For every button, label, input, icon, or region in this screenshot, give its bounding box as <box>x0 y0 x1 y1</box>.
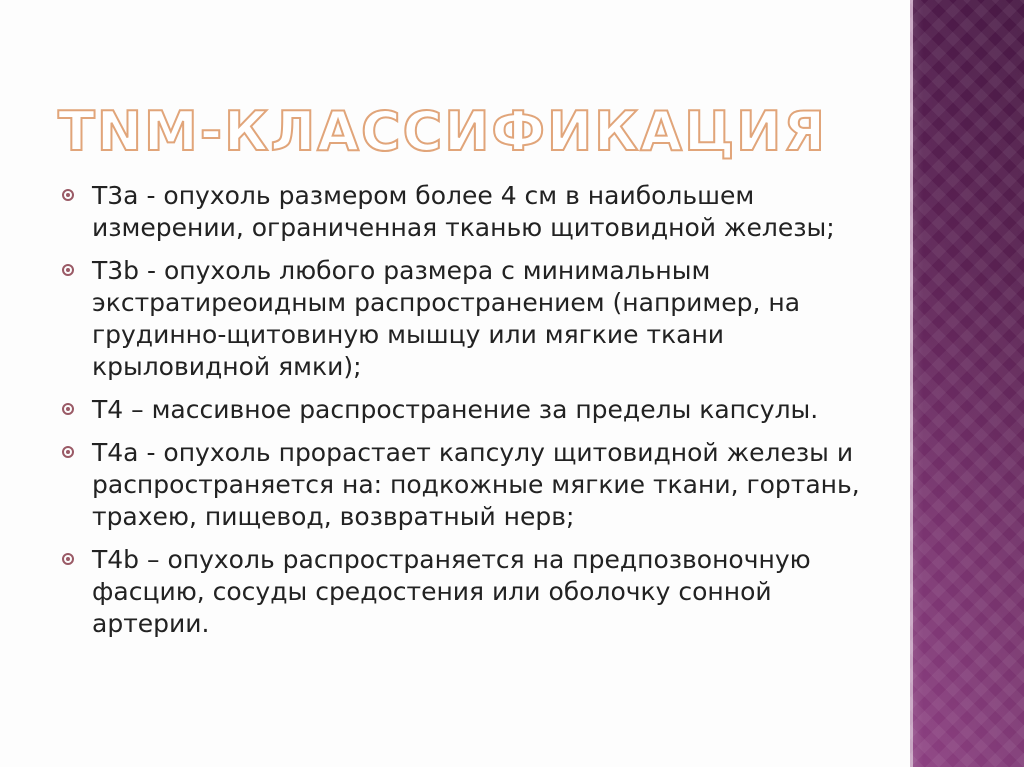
bullet-icon <box>62 446 74 458</box>
list-item <box>60 255 870 383</box>
bullet-icon <box>62 553 74 565</box>
list-item <box>60 394 870 426</box>
slide-title: TNM-КЛАССИФИКАЦИЯ <box>58 100 827 163</box>
bullet-icon <box>62 264 74 276</box>
list-item <box>60 544 870 640</box>
list-item <box>60 180 870 244</box>
list-item-text: T4a - опухоль прорастает капсулу щитовидной железы и распространяется на: подкожные мягкие ткани, гортань, трахею, пищевод, возвратный нерв; <box>92 438 860 531</box>
list-item-text: T3a - опухоль размером более 4 см в наибольшем измерении, ограниченная тканью щитовидной железы; <box>92 181 835 242</box>
bullet-list <box>60 180 870 651</box>
list-item-text: T4 – массивное распространение за пределы капсулы. <box>92 395 819 424</box>
list-item-text: T4b – опухоль распространяется на предпозвоночную фасцию, сосуды средостения или оболочку сонной артерии. <box>92 545 811 638</box>
list-item-text: T3b - опухоль любого размера с минимальным экстратиреоидным распространением (например, на грудинно-щитовиную мышцу или мягкие ткани крыловидной ямки); <box>92 256 801 381</box>
list-item <box>60 437 870 533</box>
decorative-side-band <box>910 0 1024 767</box>
bullet-icon <box>62 189 74 201</box>
bullet-icon <box>62 403 74 415</box>
